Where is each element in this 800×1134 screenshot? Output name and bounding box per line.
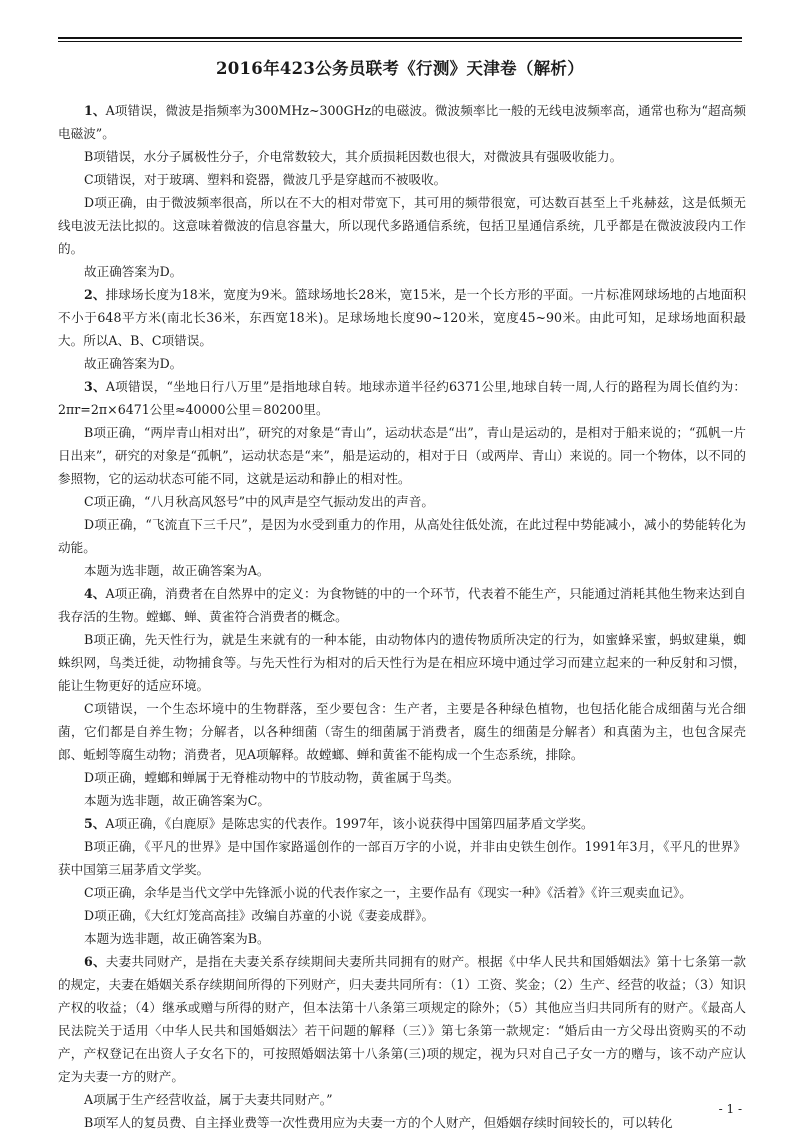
paragraph-text: 故正确答案为D。: [84, 356, 183, 371]
paragraph-text: C项错误，对于玻璃、塑料和瓷器，微波几乎是穿越而不被吸收。: [84, 172, 447, 187]
paragraph-text: 本题为选非题，故正确答案为A。: [84, 563, 270, 578]
paragraph: [58, 559, 746, 582]
paragraph-text: C项正确，“八月秋高风怒号”中的风声是空气振动发出的声音。: [84, 494, 434, 509]
paragraph: [58, 490, 746, 513]
paragraph: [58, 881, 746, 904]
paragraph: [58, 582, 746, 628]
paragraph-text: B项错误，水分子属极性分子，介电常数较大，其介质损耗因数也很大，对微波具有强吸收能力。: [84, 149, 623, 164]
question-number: 4、: [84, 586, 106, 601]
paragraph: [58, 191, 746, 260]
question-number: 6、: [84, 954, 106, 969]
paragraph-text: B项军人的复员费、自主择业费等一次性费用应为夫妻一方的个人财产，但婚姻存续时间较长的，可以转化: [84, 1115, 673, 1130]
paragraph: [58, 628, 746, 697]
paragraph-text: D项正确，“飞流直下三千尺”，是因为水受到重力的作用，从高处往低处流，在此过程中势能减小，减小的势能转化为动能。: [58, 517, 746, 555]
paragraph: [58, 421, 746, 490]
question-number: 2、: [84, 287, 106, 302]
header-rule-thin: [58, 41, 742, 42]
paragraph-text: A项正确，《白鹿原》是陈忠实的代表作。1997年，该小说获得中国第四届茅盾文学奖。: [105, 816, 594, 831]
question-number: 1、: [84, 103, 106, 118]
paragraph: [58, 835, 746, 881]
paragraph: [58, 145, 746, 168]
paragraph: [58, 789, 746, 812]
paragraph-text: D项正确，由于微波频率很高，所以在不大的相对带宽下，其可用的频带很宽，可达数百甚至上千兆赫兹，这是低频无线电波无法比拟的。这意味着微波的信息容量大，所以现代多路通信系统，包括卫星通信系统，几乎都是在微波波段内工作的。: [58, 195, 746, 256]
paragraph: [58, 513, 746, 559]
paragraph-text: A项错误，“坐地日行八万里”是指地球自转。地球赤道半径约6371公里,地球自转一周,人行的路程为周长值约为：2πr=2π×6471公里≈40000公里＝80200里。: [58, 379, 747, 417]
paragraph: [58, 697, 746, 766]
paragraph-text: 本题为选非题，故正确答案为C。: [84, 793, 270, 808]
paragraph-text: B项正确，《平凡的世界》是中国作家路遥创作的一部百万字的小说，并非由史铁生创作。1991年3月，《平凡的世界》获中国第三届茅盾文学奖。: [58, 839, 746, 877]
paragraph: [58, 904, 746, 927]
document-body: [58, 99, 746, 1134]
paragraph: [58, 766, 746, 789]
paragraph-text: B项正确，“两岸青山相对出”，研究的对象是“青山”，运动状态是“出”，青山是运动的，是相对于船来说的；“孤帆一片日出来”，研究的对象是“孤帆”，运动状态是“来”，船是运动的，相对于日（或两岸、青山）来说的。同一个物体，以不同的参照物，它的运动状态可能不同，这就是运动和静止的相对性。: [58, 425, 746, 486]
document-title: 2016年423公务员联考《行测》天津卷（解析）: [215, 59, 585, 78]
paragraph-text: D项正确，螳螂和蝉属于无脊椎动物中的节肢动物，黄雀属于鸟类。: [84, 770, 460, 785]
paragraph: [58, 375, 746, 421]
paragraph-text: A项正确，消费者在自然界中的定义：为食物链的中的一个环节，代表着不能生产，只能通过消耗其他生物来达到自我存活的生物。螳螂、蝉、黄雀符合消费者的概念。: [58, 586, 746, 624]
question-number: 5、: [84, 816, 106, 831]
paragraph-text: C项错误，一个生态坏境中的生物群落，至少要包含：生产者，主要是各种绿色植物，也包括化能合成细菌与光合细菌，它们都是自养生物；分解者，以各种细菌（寄生的细菌属于消费者，腐生的细菌是分解者）和真菌为主，也包含屎壳郎、蚯蚓等腐生动物；消费者，见A项解释。故螳螂、蝉和黄雀不能构成一个生态系统，排除。: [58, 701, 746, 762]
paragraph-text: A项属于生产经营收益，属于夫妻共同财产。”: [84, 1092, 333, 1107]
paragraph-text: A项错误，微波是指频率为300MHz~300GHz的电磁波。微波频率比一般的无线电波频率高，通常也称为“超高频电磁波”。: [58, 103, 746, 141]
paragraph-text: C项正确，余华是当代文学中先锋派小说的代表作家之一，主要作品有《现实一种》《活着》《许三观卖血记》。: [84, 885, 692, 900]
paragraph: [58, 260, 746, 283]
paragraph: [58, 927, 746, 950]
paragraph: [58, 352, 746, 375]
paragraph-text: 排球场长度为18米，宽度为9米。篮球场地长28米，宽15米，是一个长方形的平面。一片标准网球场地的占地面积不小于648平方米(南北长36米，东西宽18米)。足球场地长度90~120米，宽度45~90米。由此可知，足球场地面积最大。所以A、B、C项错误。: [58, 287, 746, 348]
paragraph: [58, 99, 746, 145]
paragraph: [58, 812, 746, 835]
paragraph: [58, 168, 746, 191]
question-number: 3、: [84, 379, 106, 394]
paragraph-text: D项正确，《大红灯笼高高挂》改编自苏童的小说《妻妾成群》。: [84, 908, 435, 923]
paragraph-text: 故正确答案为D。: [84, 264, 183, 279]
paragraph-text: 本题为选非题，故正确答案为B。: [84, 931, 270, 946]
paragraph: [58, 1111, 746, 1134]
paragraph-text: B项正确，先天性行为，就是生来就有的一种本能，由动物体内的遗传物质所决定的行为，如蜜蜂采蜜，蚂蚁建巢，蜘蛛织网，鸟类迁徙，动物捕食等。与先天性行为相对的后天性行为是在相应环境中通过学习而建立起来的一种反射和习惯，能让生物更好的适应环境。: [58, 632, 746, 693]
paragraph: [58, 1088, 746, 1111]
paragraph: [58, 283, 746, 352]
page-number: - 1 -: [718, 1102, 742, 1116]
header-rule-thick: [58, 37, 742, 39]
paragraph-text: 夫妻共同财产，是指在夫妻关系存续期间夫妻所共同拥有的财产。根据《中华人民共和国婚姻法》第十七条第一款的规定，夫妻在婚姻关系存续期间所得的下列财产，归夫妻共同所有：（1）工资、奖金；（2）生产、经营的收益；（3）知识产权的收益；（4）继承或赠与所得的财产，但本法第十八条第三项规定的除外；（5）其他应当归共同所有的财产。《最高人民法院关于适用〈中华人民共和国婚姻法〉若干问题的解释（三）》第七条第一款规定：“婚后由一方父母出资购买的不动产，产权登记在出资人子女名下的，可按照婚姻法第十八条第(三)项的规定，视为只对自己子女一方的赠与，该不动产应认定为夫妻一方的财产。: [58, 954, 747, 1084]
paragraph: [58, 950, 746, 1088]
